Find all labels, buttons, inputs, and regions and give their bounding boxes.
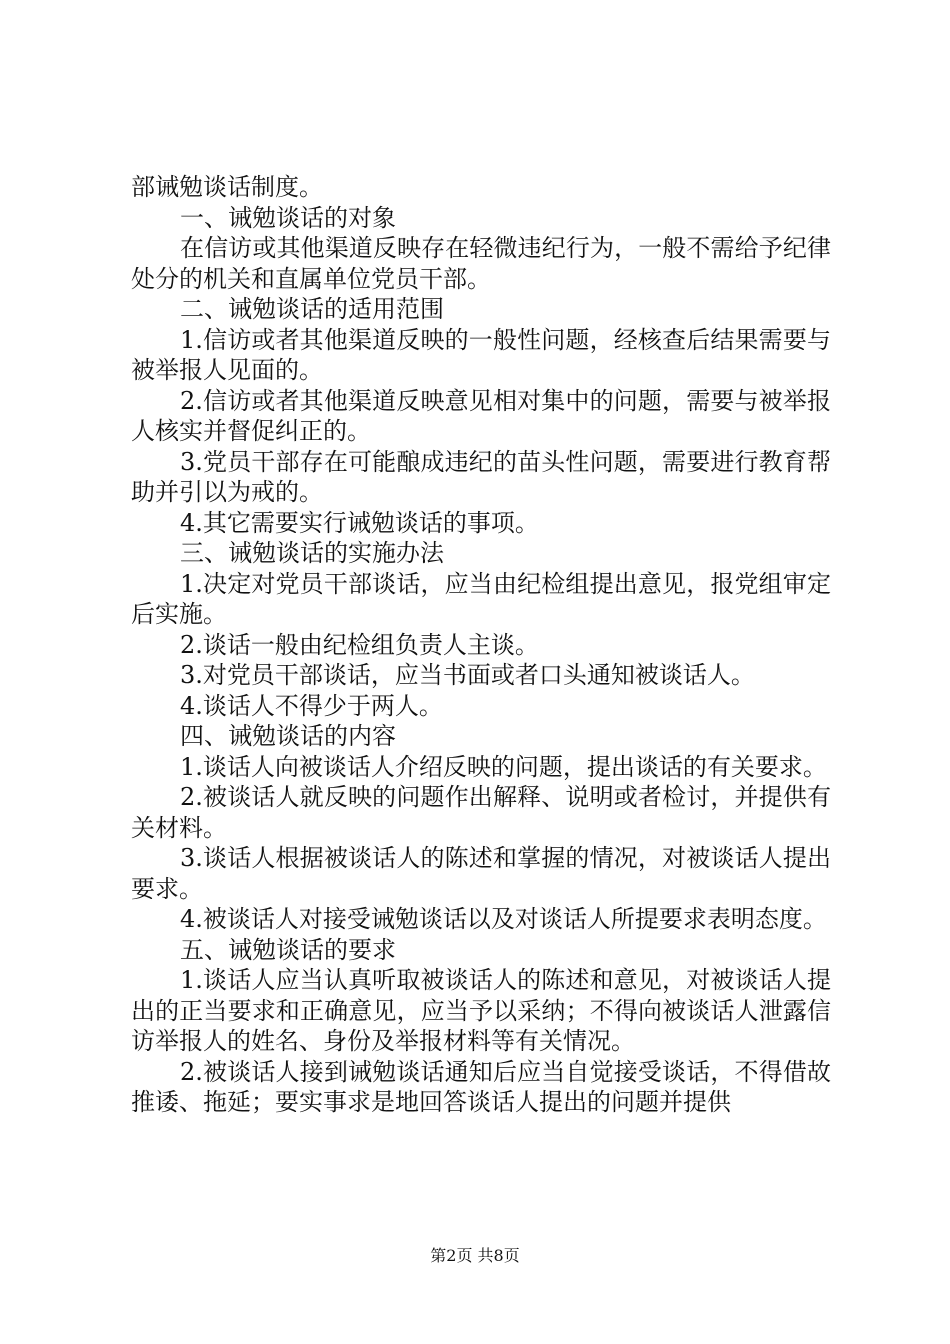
list-item: 1.谈话人应当认真听取被谈话人的陈述和意见，对被谈话人提出的正当要求和正确意见，应当予以采纳；不得向被谈话人泄露信访举报人的姓名、身份及举报材料等有关情况。	[131, 966, 831, 1055]
list-item: 1.谈话人向被谈话人介绍反映的问题，提出谈话的有关要求。	[180, 752, 827, 781]
list-item: 4.谈话人不得少于两人。	[180, 691, 443, 720]
page-number-label: 第2页 共8页	[430, 1246, 520, 1265]
section-heading: 五、诫勉谈话的要求	[180, 935, 396, 964]
list-item: 1.信访或者其他渠道反映的一般性问题，经核查后结果需要与被举报人见面的。	[131, 325, 831, 384]
document-body	[131, 172, 831, 1118]
list-item: 1.决定对党员干部谈话，应当由纪检组提出意见，报党组审定后实施。	[131, 569, 831, 628]
paragraph: 在信访或其他渠道反映存在轻微违纪行为，一般不需给予纪律处分的机关和直属单位党员干部。	[131, 234, 831, 293]
list-item: 4.被谈话人对接受诫勉谈话以及对谈话人所提要求表明态度。	[180, 905, 827, 933]
section-heading: 一、诫勉谈话的对象	[180, 203, 396, 232]
list-item: 3.对党员干部谈话，应当书面或者口头通知被谈话人。	[180, 661, 755, 689]
page-footer	[0, 1243, 950, 1266]
list-item: 4.其它需要实行诫勉谈话的事项。	[180, 508, 539, 537]
list-item: 3.谈话人根据被谈话人的陈述和掌握的情况，对被谈话人提出要求。	[131, 844, 831, 903]
list-item: 2.信访或者其他渠道反映意见相对集中的问题，需要与被举报人核实并督促纠正的。	[131, 386, 831, 445]
section-heading: 三、诫勉谈话的实施办法	[180, 539, 444, 567]
list-item: 3.党员干部存在可能酿成违纪的苗头性问题，需要进行教育帮助并引以为戒的。	[131, 447, 831, 506]
list-item: 2.谈话一般由纪检组负责人主谈。	[180, 630, 539, 659]
list-item: 2.被谈话人接到诫勉谈话通知后应当自觉接受谈话，不得借故推诿、拖延；要实事求是地回答谈话人提出的问题并提供	[131, 1057, 831, 1116]
paragraph: 部诫勉谈话制度。	[131, 173, 323, 201]
section-heading: 四、诫勉谈话的内容	[180, 722, 396, 750]
section-heading: 二、诫勉谈话的适用范围	[180, 295, 444, 323]
list-item: 2.被谈话人就反映的问题作出解释、说明或者检讨，并提供有关材料。	[131, 783, 831, 842]
